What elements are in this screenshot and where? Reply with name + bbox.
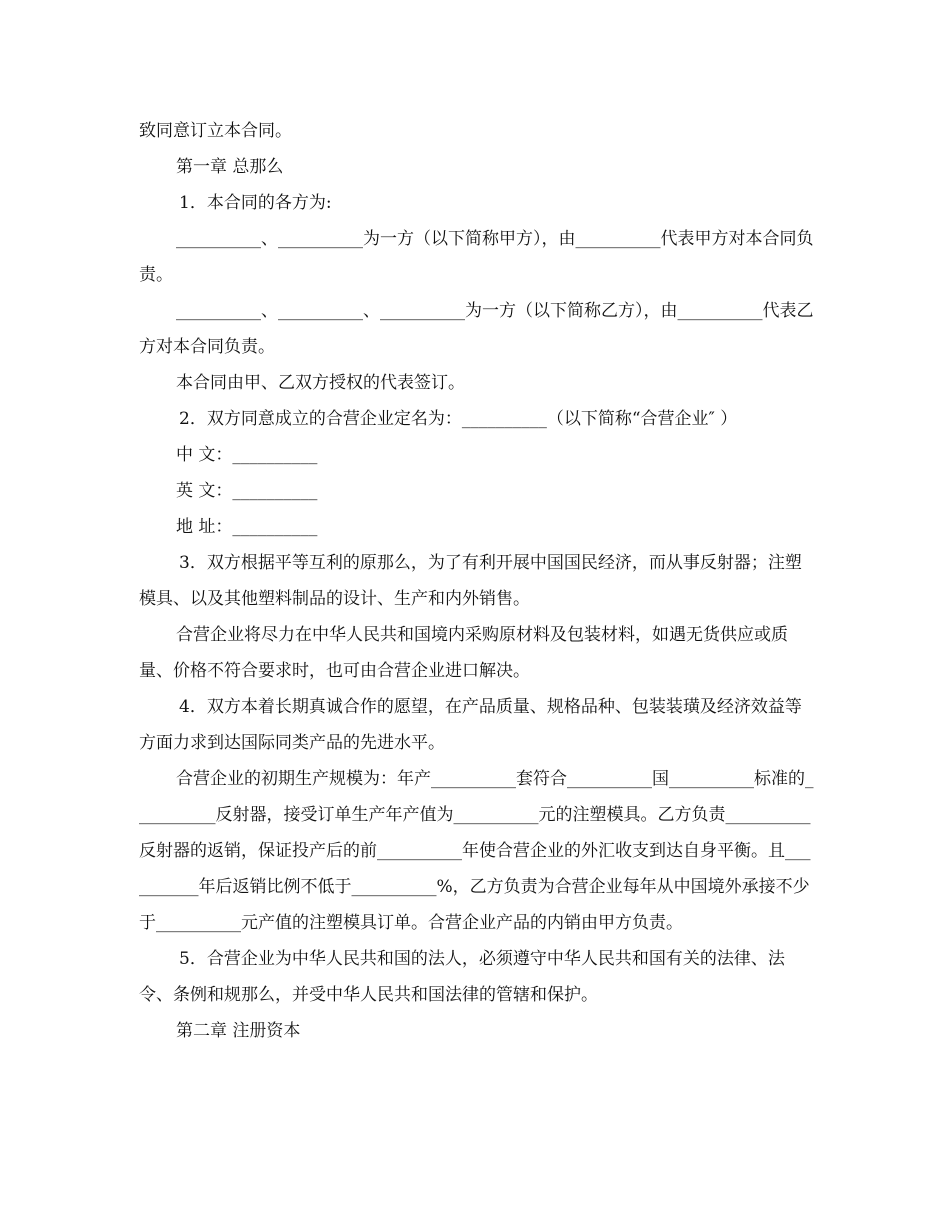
production-scale-paragraph: 合营企业的初期生产规模为：年产__________套符合__________国__________标准的__________反射器，接受订单生产年产值为__________元的注塑模具。乙方负责__________反射器的返销，保证投产后的前__________年使合营企业的外汇收支到达自身平衡。且__________年后返销比例不低于__________%，乙方负责为合营企业每年从中国境外承接不少于__________元产值的注塑模具订单。合营企业产品的内销由甲方负责。 [139,769,814,933]
clause-2-company-name: 2．双方同意成立的合营企业定名为：__________（以下简称“合营企业″ ） [179,409,738,429]
paragraph-continuation: 致同意订立本合同。 [139,121,292,141]
signing-statement: 本合同由甲、乙双方授权的代表签订。 [176,373,465,393]
chapter-one-title: 第一章 总那么 [176,157,284,177]
english-name-field: 英 文：__________ [176,481,318,501]
clause-3-purpose: 3．双方根据平等互利的原那么，为了有利开展中国国民经济，而从事反射器；注塑模具、以及其他塑料制品的设计、生产和内外销售。 [139,553,802,609]
chapter-two-title: 第二章 注册资本 [176,1021,301,1041]
party-a-line: __________、__________为一方（以下简称甲方），由__________代表甲方对本合同负责。 [139,229,814,285]
clause-5-legal-status: 5．合营企业为中华人民共和国的法人，必须遵守中华人民共和国有关的法律、法令、条例和规那么，并受中华人民共和国法律的管辖和保护。 [139,949,785,1005]
party-b-line: __________、__________、__________为一方（以下简称乙方），由__________代表乙方对本合同负责。 [139,301,814,357]
document-body [139,113,815,1049]
address-field: 地 址：__________ [176,517,318,537]
chinese-name-field: 中 文：__________ [176,445,318,465]
clause-4-quality-goal: 4．双方本着长期真诚合作的愿望，在产品质量、规格品种、包装装璜及经济效益等方面力求到达国际同类产品的先进水平。 [139,697,802,753]
clause-1-heading: 1．本合同的各方为: [179,193,332,213]
procurement-paragraph: 合营企业将尽力在中华人民共和国境内采购原材料及包装材料，如遇无货供应或质量、价格不符合要求时，也可由合营企业进口解决。 [139,625,788,681]
